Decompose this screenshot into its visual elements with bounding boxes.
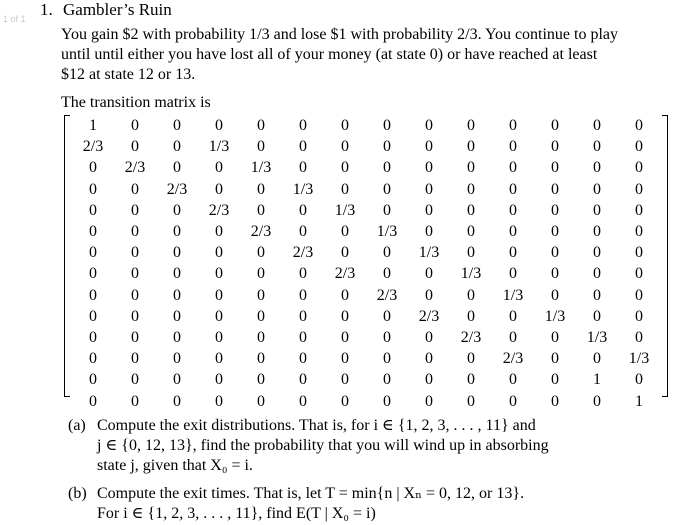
- matrix-cell: 0: [467, 159, 475, 177]
- problem-title: Gambler’s Ruin: [63, 0, 172, 19]
- matrix-cell: 0: [173, 286, 181, 304]
- matrix-cell: 2/3: [82, 138, 104, 156]
- matrix-cell: 0: [215, 244, 223, 262]
- matrix-cell: 0: [299, 117, 307, 135]
- matrix-cell: 0: [551, 180, 559, 198]
- matrix-cell: 0: [551, 350, 559, 368]
- matrix-cell: 0: [131, 392, 139, 410]
- matrix-row: [72, 263, 660, 284]
- matrix-cell: 2/3: [124, 159, 146, 177]
- matrix-cell: 0: [467, 223, 475, 241]
- matrix-cell: 1: [593, 371, 601, 389]
- matrix-cell: 0: [425, 328, 433, 346]
- matrix-cell: 0: [425, 265, 433, 283]
- transition-matrix: [64, 113, 668, 410]
- matrix-cell: 0: [173, 244, 181, 262]
- matrix-cell: 0: [215, 223, 223, 241]
- matrix-cell: 0: [635, 138, 643, 156]
- matrix-cell: 0: [299, 223, 307, 241]
- matrix-cell: 0: [425, 117, 433, 135]
- matrix-cell: 0: [173, 201, 181, 219]
- matrix-cell: 0: [383, 159, 391, 177]
- matrix-cell: 0: [551, 328, 559, 346]
- matrix-cell: 0: [551, 223, 559, 241]
- matrix-cell: 0: [467, 307, 475, 325]
- matrix-cell: 0: [467, 392, 475, 410]
- matrix-cell: 0: [341, 180, 349, 198]
- matrix-cell: 0: [509, 117, 517, 135]
- matrix-cell: 0: [173, 159, 181, 177]
- matrix-cell: 0: [383, 201, 391, 219]
- problem-description: You gain $2 with probability 1/3 and lose $1 with probability 2/3. You continue to play until until either you have lost all of your money (at state 0) or have reached at least $12 at state 12 or 13.: [61, 26, 619, 83]
- matrix-cell: 0: [299, 328, 307, 346]
- matrix-cell: 0: [173, 223, 181, 241]
- matrix-cell: 0: [341, 159, 349, 177]
- matrix-left-bracket: [64, 115, 70, 397]
- matrix-cell: 0: [131, 265, 139, 283]
- matrix-cell: 0: [509, 159, 517, 177]
- matrix-cell: 0: [467, 244, 475, 262]
- part-a-line-2: j ∈ {0, 12, 13}, find the probability that you will wind up in absorbing: [97, 437, 549, 454]
- matrix-cell: 0: [173, 117, 181, 135]
- matrix-cell: 0: [467, 117, 475, 135]
- matrix-cell: 1/3: [628, 350, 650, 368]
- matrix-cell: 0: [383, 138, 391, 156]
- matrix-cell: 0: [509, 201, 517, 219]
- part-b-line-1: [68, 484, 628, 504]
- matrix-cell: 0: [341, 392, 349, 410]
- matrix-row: [72, 306, 660, 327]
- matrix-cell: 0: [257, 371, 265, 389]
- matrix-cell: 0: [551, 201, 559, 219]
- matrix-cell: 0: [131, 180, 139, 198]
- matrix-cell: 0: [131, 286, 139, 304]
- matrix-cell: 0: [425, 180, 433, 198]
- matrix-cell: 0: [635, 223, 643, 241]
- matrix-cell: 0: [131, 138, 139, 156]
- matrix-cell: 0: [551, 117, 559, 135]
- matrix-cell: 0: [425, 286, 433, 304]
- matrix-cell: 2/3: [502, 350, 524, 368]
- matrix-cell: 0: [383, 117, 391, 135]
- matrix-cell: 0: [551, 392, 559, 410]
- matrix-cell: 0: [173, 350, 181, 368]
- matrix-cell: 0: [509, 392, 517, 410]
- matrix-cell: 0: [215, 371, 223, 389]
- matrix-cell: 0: [173, 265, 181, 283]
- matrix-cell: 1/3: [250, 159, 272, 177]
- matrix-cell: 1: [635, 392, 643, 410]
- matrix-row: [72, 115, 660, 136]
- matrix-cell: 0: [131, 244, 139, 262]
- part-b-line-2: For i ∈ {1, 2, 3, . . . , 11}, find E(T | X₀ = i): [97, 505, 376, 522]
- matrix-cell: 0: [383, 244, 391, 262]
- page-indicator: 1 of 1: [3, 14, 26, 24]
- matrix-cell: 0: [593, 307, 601, 325]
- matrix-cell: 0: [257, 286, 265, 304]
- matrix-cell: 1/3: [586, 328, 608, 346]
- matrix-row: [72, 221, 660, 242]
- matrix-cell: 0: [89, 180, 97, 198]
- matrix-cell: 2/3: [334, 265, 356, 283]
- matrix-cell: 0: [89, 371, 97, 389]
- matrix-cell: 0: [509, 307, 517, 325]
- part-a-label: (a): [68, 417, 86, 434]
- matrix-cell: 0: [299, 286, 307, 304]
- matrix-cell: 0: [131, 371, 139, 389]
- matrix-cell: 0: [425, 392, 433, 410]
- matrix-cell: 0: [215, 159, 223, 177]
- matrix-cell: 2/3: [460, 328, 482, 346]
- matrix-cell: 0: [509, 244, 517, 262]
- matrix-cell: 0: [467, 286, 475, 304]
- matrix-cell: 2/3: [292, 244, 314, 262]
- part-b-text-1: Compute the exit times. That is, let T = min{n | Xₙ = 0, 12, or 13}.: [97, 485, 525, 502]
- matrix-cell: 0: [173, 328, 181, 346]
- matrix-cell: 2/3: [376, 286, 398, 304]
- matrix-row: [72, 285, 660, 306]
- problem-number: 1.: [40, 0, 53, 19]
- matrix-cell: 1/3: [418, 244, 440, 262]
- matrix-cell: 0: [593, 350, 601, 368]
- matrix-cell: 0: [425, 201, 433, 219]
- matrix-cell: 0: [257, 392, 265, 410]
- matrix-cell: 0: [509, 371, 517, 389]
- matrix-cell: 0: [89, 392, 97, 410]
- matrix-cell: 0: [257, 350, 265, 368]
- part-a-text-1: Compute the exit distributions. That is, for i ∈ {1, 2, 3, . . . , 11} and: [97, 417, 536, 434]
- matrix-cell: 0: [509, 180, 517, 198]
- matrix-cell: 0: [383, 265, 391, 283]
- matrix-cell: 0: [635, 265, 643, 283]
- matrix-cell: 0: [635, 201, 643, 219]
- matrix-cell: 0: [383, 328, 391, 346]
- matrix-cell: 0: [635, 159, 643, 177]
- matrix-cell: 0: [341, 244, 349, 262]
- matrix-cell: 0: [257, 117, 265, 135]
- matrix-cell: 0: [425, 371, 433, 389]
- matrix-cell: 0: [425, 350, 433, 368]
- matrix-row: [72, 242, 660, 263]
- matrix-cell: 0: [299, 392, 307, 410]
- matrix-cell: 1/3: [502, 286, 524, 304]
- matrix-cell: 0: [593, 265, 601, 283]
- matrix-cell: 0: [215, 265, 223, 283]
- matrix-cell: 0: [131, 350, 139, 368]
- matrix-cell: 0: [341, 223, 349, 241]
- matrix-cell: 0: [215, 328, 223, 346]
- matrix-cell: 0: [299, 371, 307, 389]
- matrix-cell: 0: [89, 286, 97, 304]
- matrix-cell: 2/3: [166, 180, 188, 198]
- matrix-cell: 0: [341, 307, 349, 325]
- matrix-cell: 0: [299, 159, 307, 177]
- matrix-cell: 0: [341, 328, 349, 346]
- matrix-cell: 0: [383, 371, 391, 389]
- matrix-cell: 0: [383, 392, 391, 410]
- matrix-cell: 0: [299, 307, 307, 325]
- matrix-cell: 1/3: [544, 307, 566, 325]
- matrix-cell: 0: [425, 223, 433, 241]
- matrix-cell: 0: [425, 138, 433, 156]
- matrix-cell: 1/3: [292, 180, 314, 198]
- part-a: [68, 416, 628, 476]
- matrix-cell: 0: [593, 117, 601, 135]
- matrix-row: [72, 348, 660, 369]
- problem-heading: [40, 0, 172, 20]
- matrix-right-bracket: [662, 115, 668, 397]
- matrix-cell: 0: [173, 392, 181, 410]
- matrix-cell: 0: [131, 328, 139, 346]
- matrix-cell: 0: [173, 138, 181, 156]
- matrix-cell: 0: [131, 201, 139, 219]
- matrix-body: [72, 115, 660, 412]
- matrix-cell: 0: [89, 265, 97, 283]
- matrix-cell: 0: [257, 201, 265, 219]
- matrix-cell: 0: [467, 180, 475, 198]
- matrix-cell: 0: [635, 328, 643, 346]
- matrix-cell: 0: [257, 180, 265, 198]
- matrix-cell: 0: [299, 201, 307, 219]
- matrix-cell: 0: [299, 265, 307, 283]
- matrix-cell: 0: [635, 307, 643, 325]
- matrix-cell: 0: [89, 223, 97, 241]
- matrix-cell: 0: [257, 244, 265, 262]
- matrix-row: [72, 179, 660, 200]
- matrix-intro: The transition matrix is: [61, 94, 211, 111]
- matrix-cell: 0: [551, 244, 559, 262]
- matrix-cell: 0: [89, 350, 97, 368]
- matrix-cell: 0: [131, 307, 139, 325]
- matrix-cell: 0: [509, 328, 517, 346]
- matrix-cell: 0: [215, 180, 223, 198]
- matrix-cell: 0: [257, 265, 265, 283]
- matrix-cell: 0: [551, 286, 559, 304]
- matrix-cell: 0: [635, 286, 643, 304]
- matrix-cell: 0: [551, 138, 559, 156]
- matrix-row: [72, 200, 660, 221]
- matrix-cell: 0: [593, 244, 601, 262]
- matrix-cell: 1/3: [334, 201, 356, 219]
- matrix-cell: 2/3: [418, 307, 440, 325]
- matrix-cell: 0: [89, 159, 97, 177]
- matrix-cell: 0: [635, 244, 643, 262]
- matrix-cell: 0: [593, 159, 601, 177]
- matrix-cell: 0: [89, 328, 97, 346]
- part-a-line-3: state j, given that X₀ = i.: [97, 457, 253, 474]
- matrix-cell: 0: [509, 223, 517, 241]
- matrix-row: [72, 136, 660, 157]
- matrix-cell: 1: [89, 117, 97, 135]
- matrix-cell: 1/3: [208, 138, 230, 156]
- matrix-cell: 0: [593, 286, 601, 304]
- part-a-line-1: [68, 416, 628, 436]
- matrix-cell: 0: [593, 180, 601, 198]
- matrix-cell: 0: [341, 138, 349, 156]
- matrix-cell: 0: [341, 286, 349, 304]
- matrix-row: [72, 369, 660, 390]
- matrix-cell: 0: [341, 117, 349, 135]
- matrix-cell: 0: [341, 371, 349, 389]
- matrix-row: [72, 157, 660, 178]
- matrix-cell: 0: [173, 307, 181, 325]
- matrix-cell: 0: [131, 117, 139, 135]
- matrix-cell: 0: [257, 307, 265, 325]
- matrix-cell: 0: [635, 371, 643, 389]
- matrix-cell: 0: [593, 223, 601, 241]
- matrix-cell: 0: [467, 201, 475, 219]
- matrix-cell: 0: [425, 159, 433, 177]
- matrix-cell: 0: [467, 350, 475, 368]
- matrix-cell: 0: [215, 350, 223, 368]
- matrix-cell: 0: [215, 392, 223, 410]
- matrix-cell: 0: [551, 371, 559, 389]
- matrix-cell: 0: [89, 307, 97, 325]
- matrix-row: [72, 327, 660, 348]
- matrix-cell: 0: [131, 223, 139, 241]
- matrix-cell: 0: [509, 265, 517, 283]
- matrix-cell: 1/3: [376, 223, 398, 241]
- matrix-cell: 0: [593, 201, 601, 219]
- matrix-cell: 2/3: [208, 201, 230, 219]
- matrix-cell: 0: [635, 180, 643, 198]
- matrix-cell: 0: [215, 286, 223, 304]
- matrix-cell: 0: [257, 328, 265, 346]
- matrix-cell: 0: [215, 307, 223, 325]
- matrix-cell: 0: [467, 371, 475, 389]
- matrix-cell: 0: [383, 350, 391, 368]
- part-b: [68, 484, 628, 524]
- matrix-cell: 0: [341, 350, 349, 368]
- matrix-cell: 0: [635, 117, 643, 135]
- matrix-cell: 0: [89, 244, 97, 262]
- matrix-row: [72, 390, 660, 411]
- matrix-cell: 0: [509, 138, 517, 156]
- matrix-cell: 2/3: [250, 223, 272, 241]
- matrix-cell: 0: [593, 392, 601, 410]
- matrix-cell: 0: [89, 201, 97, 219]
- matrix-cell: 0: [383, 307, 391, 325]
- matrix-cell: 0: [215, 117, 223, 135]
- matrix-cell: 0: [257, 138, 265, 156]
- matrix-cell: 0: [383, 180, 391, 198]
- matrix-cell: 0: [299, 138, 307, 156]
- matrix-cell: 0: [299, 350, 307, 368]
- part-b-label: (b): [68, 485, 87, 502]
- matrix-cell: 1/3: [460, 265, 482, 283]
- matrix-cell: 0: [173, 371, 181, 389]
- matrix-cell: 0: [593, 138, 601, 156]
- matrix-cell: 0: [467, 138, 475, 156]
- matrix-cell: 0: [551, 159, 559, 177]
- matrix-cell: 0: [551, 265, 559, 283]
